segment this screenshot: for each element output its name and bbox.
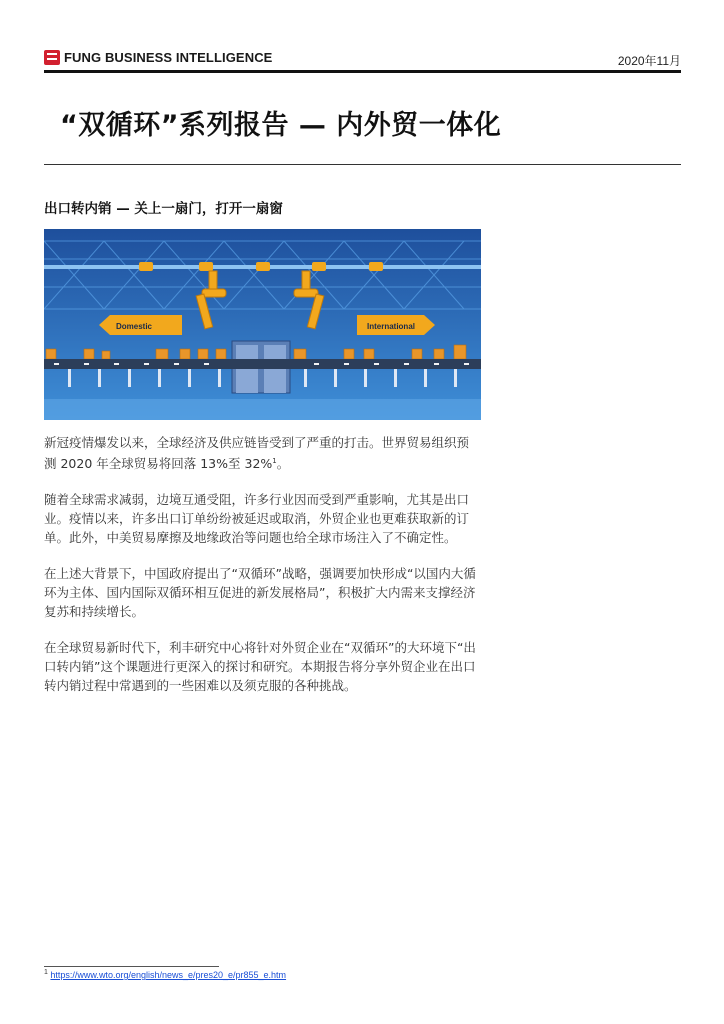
international-sign: International (366, 322, 416, 331)
body-text (44, 433, 481, 712)
footnote-link[interactable]: https://www.wto.org/english/news_e/pres20_e/pr855_e.htm (50, 970, 287, 980)
factory-illustration (44, 229, 481, 420)
section-heading: 出口转内销 — 关上一扇门，打开一扇窗 (44, 201, 283, 217)
brand-logo (44, 50, 272, 65)
domestic-sign: Domestic (115, 322, 153, 331)
paragraph-1: 新冠疫情爆发以来，全球经济及供应链皆受到了严重的打击。世界贸易组织预测 2020 年全球贸易将回落 13%至 32%$^1$。 (44, 435, 470, 472)
footnote-ref[interactable]: 1 (272, 457, 277, 465)
footnote-number: 1 (44, 969, 48, 976)
paragraph-4: 在全球贸易新时代下，利丰研究中心将针对外贸企业在“双循环”的大环境下“出口转内销”这个课题进行更深入的探讨和研究。本期报告将分享外贸企业在出口转内销过程中常遇到的一些困难以及须克服的各种挑战。 (44, 640, 476, 694)
paragraph-3: 在上述大背景下，中国政府提出了“双循环”战略，强调要加快形成“以国内大循环为主体、国内国际双循环相互促进的新发展格局”，积极扩大内需来支撑经济复苏和持续增长。 (44, 566, 476, 620)
report-date: 2020年11月 (617, 54, 681, 68)
brand-name: FUNG BUSINESS INTELLIGENCE (64, 50, 273, 65)
footnote (44, 969, 286, 980)
title-divider (44, 164, 681, 165)
header-divider (44, 70, 681, 73)
fung-logo-icon (44, 50, 60, 65)
report-title: “双循环”系列报告 — 内外贸一体化 (60, 110, 502, 141)
page-header (44, 50, 681, 68)
footnote-divider (44, 966, 219, 967)
paragraph-2: 随着全球需求减弱，边境互通受阻，许多行业因而受到严重影响，尤其是出口业。疫情以来，许多出口订单纷纷被延迟或取消，外贸企业也更难获取新的订单。此外，中美贸易摩擦及地缘政治等问题也给全球市场注入了不确定性。 (44, 492, 470, 546)
